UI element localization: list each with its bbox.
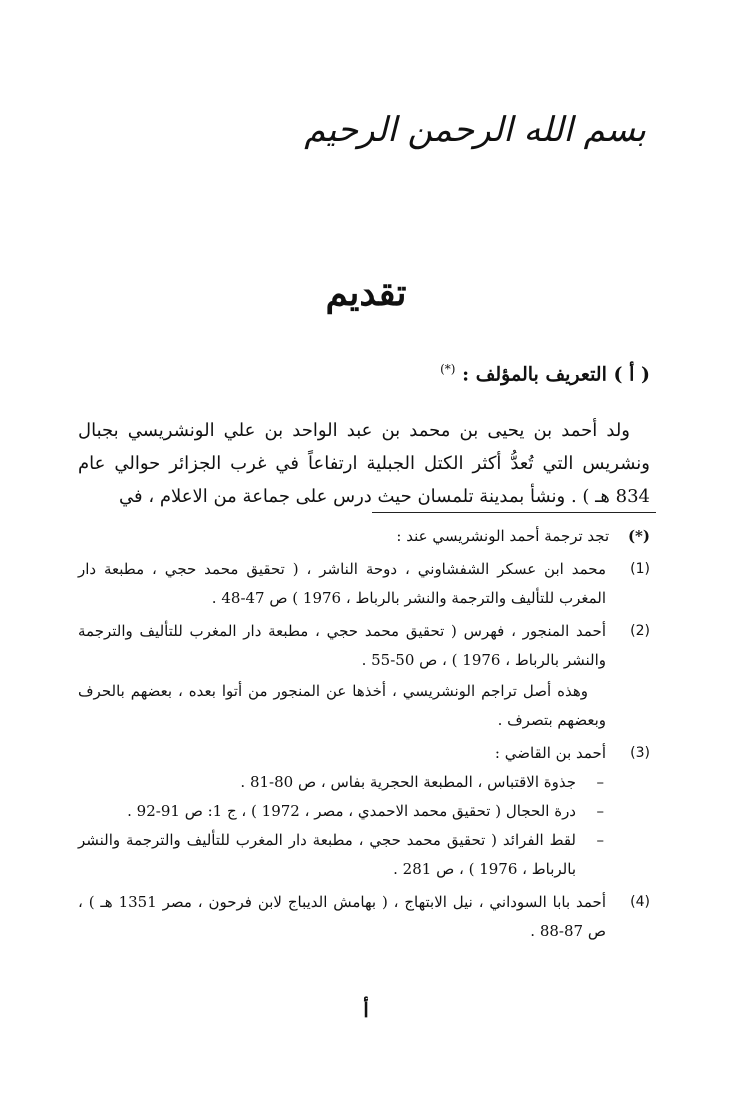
footnote-entry-4 xyxy=(78,888,650,946)
page-title: تقديم xyxy=(325,272,407,314)
list-item: – لقط الفرائد ( تحقيق محمد حجي ، مطبعة دار المغرب للتأليف والترجمة والنشر بالرباط ، 1976 ) ، ص 281 . xyxy=(78,826,606,884)
entry-text: محمد ابن عسكر الشفشاوني ، دوحة الناشر ، ( تحقيق محمد حجي ، مطبعة دار المغرب للتأليف والترجمة والنشر بالرباط ، 1976 ) ص 47-48 . xyxy=(78,560,606,607)
entry-number: (2) xyxy=(630,623,650,639)
entry-number: (3) xyxy=(630,745,650,761)
entry-note: وهذه أصل تراجم الونشريسي ، أخذها عن المنجور من أتوا بعده ، بعضهم بالحرف وبعضهم بتصرف . xyxy=(78,682,606,729)
footnote-entry-3 xyxy=(78,739,650,884)
section-heading xyxy=(440,362,650,385)
page-number: أ xyxy=(363,998,369,1022)
footnote-entry-2 xyxy=(78,617,650,735)
footnote-divider xyxy=(372,512,656,513)
entry-text: أحمد المنجور ، فهرس ( تحقيق محمد حجي ، مطبعة دار المغرب للتأليف والترجمة والنشر بالرباط ، 1976 ) ، ص 50-55 . xyxy=(78,622,606,669)
basmala: بسم الله الرحمن الرحيم xyxy=(304,110,646,150)
entry-text: أحمد بابا السوداني ، نيل الابتهاج ، ( بهامش الديباج لابن فرحون ، مصر 1351 هـ ) ، ص 87-88 . xyxy=(78,893,606,940)
footnotes xyxy=(78,522,650,946)
list-item: – درة الحجال ( تحقيق محمد الاحمدي ، مصر ، 1972 ) ، ج 1: ص 91-92 . xyxy=(78,797,606,826)
entry-sublist xyxy=(78,768,606,884)
entry-text: أحمد بن القاضي : xyxy=(494,744,606,762)
intro-paragraph: ولد أحمد بن يحيى بن محمد بن عبد الواحد بن علي الونشريسي بجبال ونشريس التي تُعدُّ أكثر الكتل الجبلية ارتفاعاً في غرب الجزائر حوالي عام 834 هـ ) . ونشأ بمدينة تلمسان حيث درس على جماعة من الاعلام ، في xyxy=(78,420,650,507)
entry-number: (4) xyxy=(630,894,650,910)
footnote-star: (*) xyxy=(627,527,650,545)
footnote-marker: (*) xyxy=(440,362,456,376)
list-item: – جذوة الاقتباس ، المطبعة الحجرية بفاس ، ص 80-81 . xyxy=(78,768,606,797)
section-title: التعريف بالمؤلف : xyxy=(462,363,607,386)
footnote-intro xyxy=(78,522,650,551)
footnote-intro-text: تجد ترجمة أحمد الونشريسي عند : xyxy=(396,527,610,545)
entry-number: (1) xyxy=(630,561,650,577)
section-label: ( أ ) xyxy=(613,363,650,386)
footnote-entry-1 xyxy=(78,555,650,613)
